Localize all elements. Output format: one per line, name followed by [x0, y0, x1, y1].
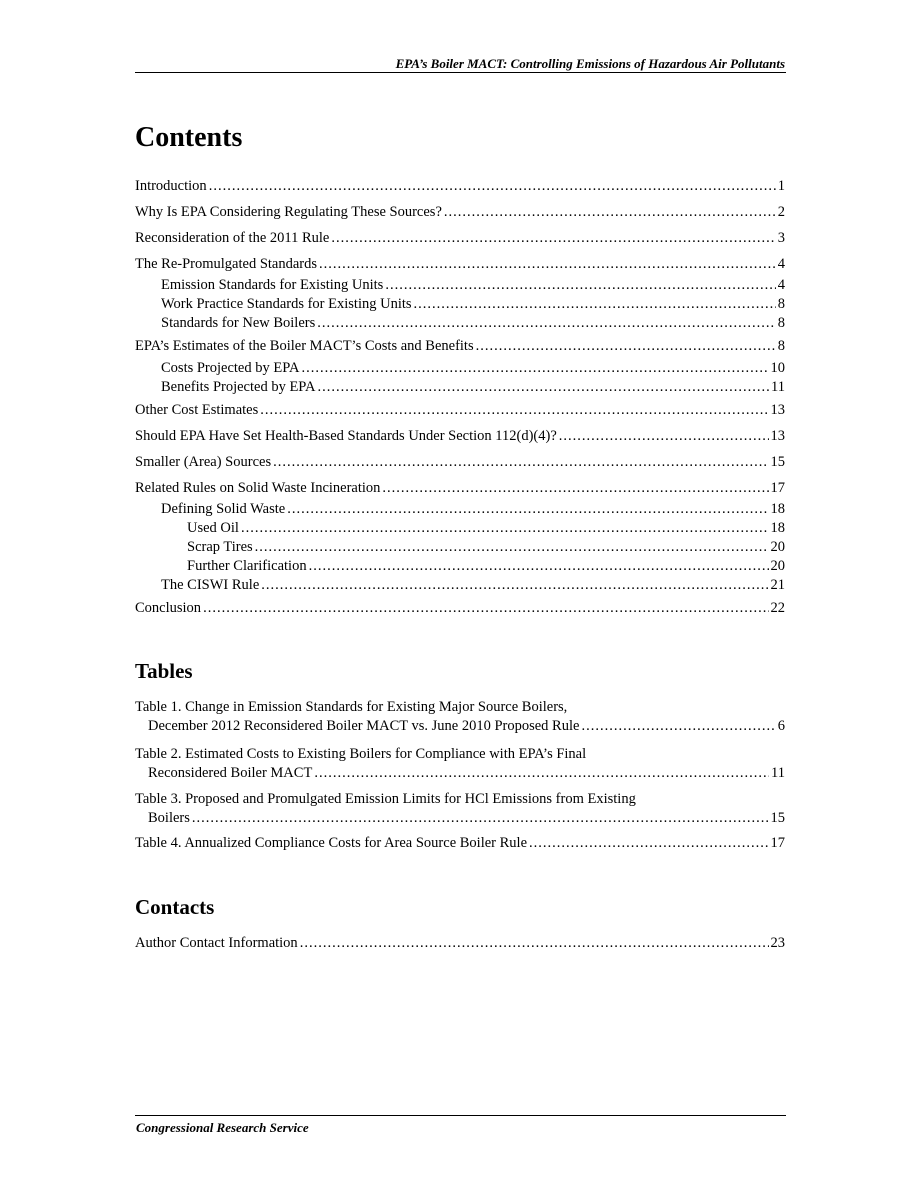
toc-entry-re-promulgated-standards[interactable]: The Re-Promulgated Standards ..... 4	[135, 255, 785, 274]
toc-table-2[interactable]: Table 2. Estimated Costs to Existing Boilers for Compliance with EPA’s Final Reconsidered Boiler MACT ..... 11	[135, 745, 785, 783]
contacts-heading: Contacts	[135, 895, 215, 919]
toc-entry-costs-benefits[interactable]: EPA’s Estimates of the Boiler MACT’s Costs and Benefits ..... 8	[135, 337, 785, 356]
header-rule	[135, 72, 786, 73]
toc-entry-defining-solid-waste[interactable]: Defining Solid Waste ..... 18	[161, 500, 785, 519]
toc-table-4[interactable]: Table 4. Annualized Compliance Costs for Area Source Boiler Rule ..... 17	[135, 834, 785, 853]
toc-entry-solid-waste-incineration[interactable]: Related Rules on Solid Waste Incineration ..... 17	[135, 479, 785, 498]
footer-rule	[135, 1115, 786, 1116]
running-header: EPA’s Boiler MACT: Controlling Emissions of Hazardous Air Pollutants	[395, 56, 785, 71]
toc-entry-costs-projected[interactable]: Costs Projected by EPA ..... 10	[161, 359, 785, 378]
running-footer: Congressional Research Service	[136, 1120, 309, 1135]
toc-entry-work-practice-standards[interactable]: Work Practice Standards for Existing Units ..... 8	[161, 295, 785, 314]
contents-heading: Contents	[135, 122, 243, 153]
toc-entry-benefits-projected[interactable]: Benefits Projected by EPA ..... 11	[161, 378, 785, 397]
toc-table-1[interactable]: Table 1. Change in Emission Standards for Existing Major Source Boilers, December 2012 Reconsidered Boiler MACT vs. June 2010 Proposed Rule ..... 6	[135, 698, 785, 736]
toc-entry-further-clarification[interactable]: Further Clarification ..... 20	[187, 557, 785, 576]
toc-entry-other-cost-estimates[interactable]: Other Cost Estimates ..... 13	[135, 401, 785, 420]
toc-entry-emission-standards[interactable]: Emission Standards for Existing Units ..... 4	[161, 276, 785, 295]
toc-entry-why-regulating[interactable]: Why Is EPA Considering Regulating These Sources? ..... 2	[135, 203, 785, 222]
toc-entry-used-oil[interactable]: Used Oil ..... 18	[187, 519, 785, 538]
toc-entry-reconsideration[interactable]: Reconsideration of the 2011 Rule ..... 3	[135, 229, 785, 248]
toc-entry-scrap-tires[interactable]: Scrap Tires ..... 20	[187, 538, 785, 557]
toc-entry-area-sources[interactable]: Smaller (Area) Sources ..... 15	[135, 453, 785, 472]
toc-entry-introduction[interactable]: Introduction ..... 1	[135, 177, 785, 196]
toc-entry-ciswi-rule[interactable]: The CISWI Rule ..... 21	[161, 576, 785, 595]
toc-entry-conclusion[interactable]: Conclusion ..... 22	[135, 599, 785, 618]
toc-table-3[interactable]: Table 3. Proposed and Promulgated Emission Limits for HCl Emissions from Existing Boilers ..... 15	[135, 790, 785, 828]
toc-entry-author-contact[interactable]: Author Contact Information ..... 23	[135, 934, 785, 953]
toc-entry-health-based-standards[interactable]: Should EPA Have Set Health-Based Standards Under Section 112(d)(4)? ..... 13	[135, 427, 785, 446]
toc-entry-new-boilers[interactable]: Standards for New Boilers ..... 8	[161, 314, 785, 333]
tables-heading: Tables	[135, 659, 193, 683]
